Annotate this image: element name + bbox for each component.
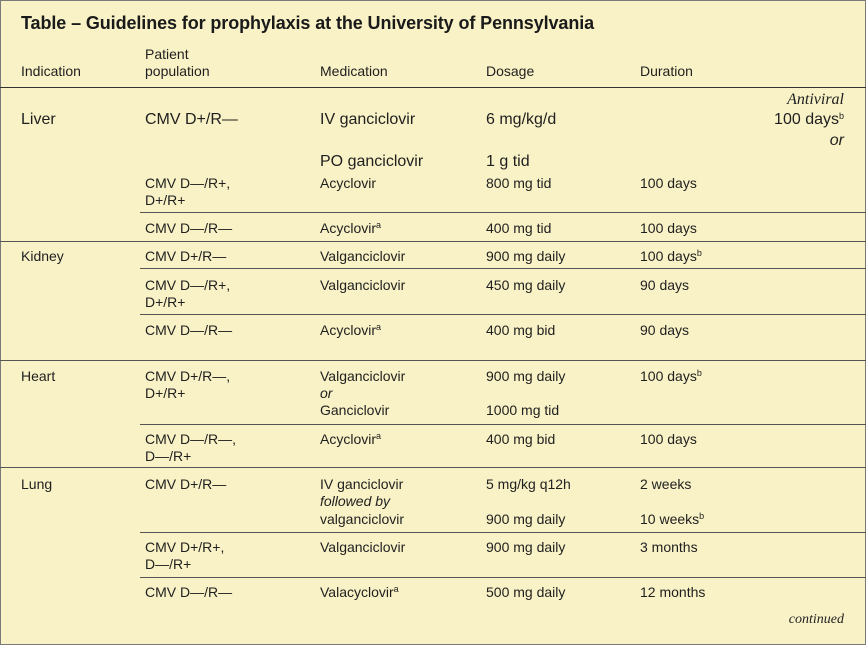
header-population-line2: population: [145, 63, 210, 79]
kidney-r2-population-line2: D+/R+: [145, 294, 186, 310]
lung-r2-dosage: 900 mg daily: [486, 539, 566, 555]
header-indication: Indication: [21, 63, 81, 79]
section-divider: [0, 360, 866, 361]
row-divider: [140, 577, 866, 578]
kidney-r3-population: CMV D—/R—: [145, 322, 233, 338]
lung-r3-duration: 12 months: [640, 584, 706, 600]
kidney-r2-population-line1: CMV D—/R+,: [145, 277, 231, 293]
lung-r1-medication-2: valganciclovir: [320, 511, 405, 527]
kidney-r1-medication: Valganciclovir: [320, 248, 406, 264]
row-divider: [140, 424, 866, 425]
heart-r1-medication-2: Ganciclovir: [320, 402, 390, 418]
lung-r1-duration-1: 2 weeks: [640, 476, 692, 492]
heart-r1-dosage-2: 1000 mg tid: [486, 402, 560, 418]
indication-lung: Lung: [21, 476, 53, 492]
liver-r2-medication: Acyclovir: [320, 175, 377, 191]
heart-r2-dosage: 400 mg bid: [486, 431, 556, 447]
liver-side-note-category: Antiviral: [787, 91, 844, 108]
lung-r3-dosage: 500 mg daily: [486, 584, 566, 600]
indication-kidney: Kidney: [21, 248, 64, 264]
row-divider: [140, 268, 866, 269]
section-divider: [0, 467, 866, 468]
heart-r1-medication-1: Valganciclovir: [320, 368, 406, 384]
section-divider: [0, 241, 866, 242]
header-duration: Duration: [640, 63, 693, 79]
kidney-r2-medication: Valganciclovir: [320, 277, 406, 293]
header-medication: Medication: [320, 63, 388, 79]
kidney-r2-duration: 90 days: [640, 277, 690, 293]
liver-r1b-medication: PO ganciclovir: [320, 153, 424, 170]
lung-r3-population: CMV D—/R—: [145, 584, 233, 600]
liver-r2-population-line2: D+/R+: [145, 192, 186, 208]
lung-r1-dosage-2: 900 mg daily: [486, 511, 566, 527]
liver-r3-dosage: 400 mg tid: [486, 220, 552, 236]
indication-heart: Heart: [21, 368, 56, 384]
lung-r1-duration-2: 10 weeks$^b$: [640, 511, 705, 527]
liver-r2-duration: 100 days: [640, 175, 697, 191]
lung-r1-population: CMV D+/R—: [145, 476, 227, 492]
row-divider: [140, 212, 866, 213]
liver-r3-duration: 100 days: [640, 220, 697, 236]
indication-liver: Liver: [21, 111, 56, 128]
lung-r2-medication: Valganciclovir: [320, 539, 406, 555]
heart-r1-connector: or: [320, 385, 333, 401]
kidney-r1-population: CMV D+/R—: [145, 248, 227, 264]
liver-r2-dosage: 800 mg tid: [486, 175, 552, 191]
lung-r3-medication: Valacyclovir$^a$: [320, 584, 399, 600]
liver-r1-population: CMV D+/R—: [145, 111, 238, 128]
liver-r1b-dosage: 1 g tid: [486, 153, 530, 170]
liver-side-note-duration: 100 days$^b$: [774, 111, 844, 128]
table-title: Table – Guidelines for prophylaxis at the University of Pennsylvania: [21, 13, 595, 33]
header-divider: [0, 87, 866, 88]
lung-r2-population-line1: CMV D+/R+,: [145, 539, 225, 555]
header-dosage: Dosage: [486, 63, 535, 79]
row-divider: [140, 314, 866, 315]
heart-r2-medication: Acyclovir$^a$: [320, 431, 382, 447]
kidney-r1-duration: 100 days$^b$: [640, 248, 702, 264]
liver-r1-medication: IV ganciclovir: [320, 111, 416, 128]
liver-r3-medication: Acyclovir$^a$: [320, 220, 382, 236]
liver-side-note-connector: or: [829, 132, 844, 149]
kidney-r3-medication: Acyclovir$^a$: [320, 322, 382, 338]
lung-r1-medication-1: IV ganciclovir: [320, 476, 404, 492]
header-population-line1: Patient: [145, 46, 189, 62]
row-divider: [140, 532, 866, 533]
lung-r1-connector: followed by: [320, 493, 391, 509]
heart-r1-dosage-1: 900 mg daily: [486, 368, 566, 384]
liver-r2-population-line1: CMV D—/R+,: [145, 175, 231, 191]
kidney-r1-dosage: 900 mg daily: [486, 248, 566, 264]
heart-r1-population-line1: CMV D+/R—,: [145, 368, 231, 384]
heart-r1-population-line2: D+/R+: [145, 385, 186, 401]
continued-note: continued: [788, 612, 844, 627]
kidney-r3-dosage: 400 mg bid: [486, 322, 556, 338]
heart-r1-duration: 100 days$^b$: [640, 368, 702, 384]
lung-r2-duration: 3 months: [640, 539, 698, 555]
heart-r2-duration: 100 days: [640, 431, 697, 447]
kidney-r2-dosage: 450 mg daily: [486, 277, 566, 293]
lung-r2-population-line2: D—/R+: [145, 556, 192, 572]
kidney-r3-duration: 90 days: [640, 322, 690, 338]
liver-r1-dosage: 6 mg/kg/d: [486, 111, 557, 128]
heart-r2-population-line2: D—/R+: [145, 448, 192, 464]
liver-r3-population: CMV D—/R—: [145, 220, 233, 236]
lung-r1-dosage-1: 5 mg/kg q12h: [486, 476, 571, 492]
heart-r2-population-line1: CMV D—/R—,: [145, 431, 236, 447]
